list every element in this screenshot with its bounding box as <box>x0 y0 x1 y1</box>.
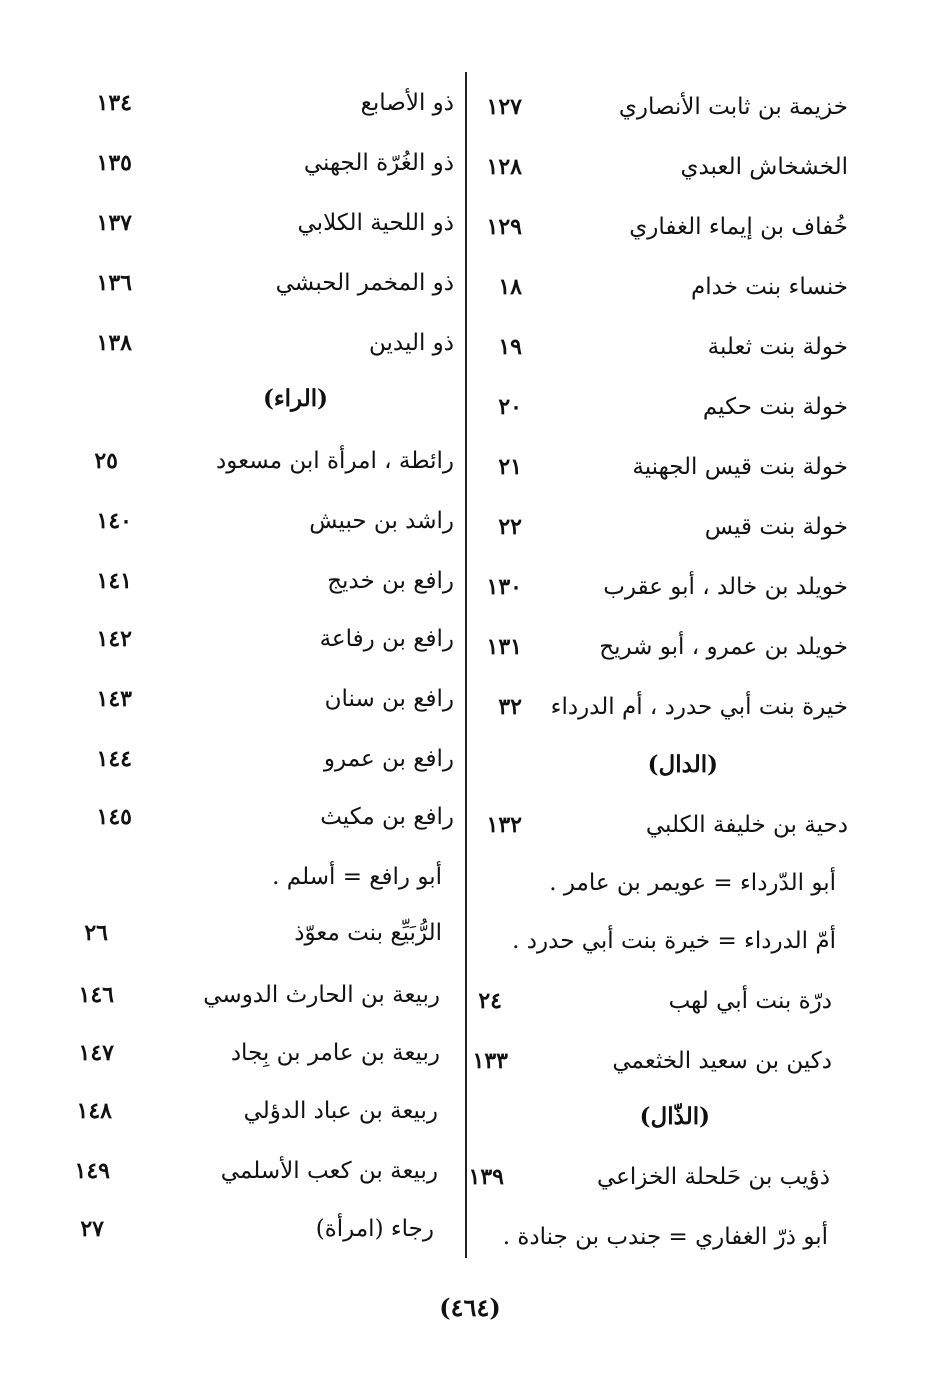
index-entry <box>0 800 940 860</box>
cross-reference: أمّ الدرداء = خيرة بنت أبي حدرد . <box>512 928 836 954</box>
entry-number: ١٣٦ <box>96 270 132 296</box>
index-entry <box>0 206 940 266</box>
index-entry <box>0 1036 940 1096</box>
entry-name: رافع بن رفاعة <box>319 626 454 652</box>
entry-number: ١٤٢ <box>96 626 132 652</box>
cross-reference: أبو الدّرداء = عويمر بن عامر . <box>549 870 836 896</box>
section-heading: (الراء) <box>262 385 328 412</box>
entry-number: ١٣٩ <box>468 1164 504 1190</box>
entry-number: ٢٤ <box>478 988 502 1014</box>
entry-number: ١٣٧ <box>96 210 132 236</box>
entry-name: رافع بن سنان <box>324 686 454 712</box>
entry-name: رائطة ، امرأة ابن مسعود <box>216 448 454 474</box>
section-heading: (الدال) <box>647 751 718 778</box>
page-number: (٤٦٤) <box>439 1293 501 1322</box>
entry-number: ١٤٣ <box>96 686 132 712</box>
entry-number: ٢٧ <box>80 1216 104 1242</box>
entry-name: ربيعة بن كعب الأسلمي <box>220 1158 438 1184</box>
entry-name: الرُّبَيِّع بنت معوّذ <box>294 920 442 946</box>
entry-name: دحية بن خليفة الكلبي <box>645 812 848 838</box>
entry-number: ١٤١ <box>96 568 132 594</box>
entry-name: رافع بن عمرو <box>323 746 454 772</box>
entry-name: ذو اليدين <box>369 330 454 356</box>
index-entry <box>0 742 940 802</box>
entry-number: ١٣٤ <box>96 90 132 116</box>
index-entry <box>0 266 940 326</box>
entry-name: درّة بنت أبي لهب <box>668 988 832 1014</box>
entry-number: ١٣٥ <box>96 150 132 176</box>
index-entry <box>0 978 940 1038</box>
entry-number: ١٢٧ <box>486 94 522 120</box>
index-entry <box>0 444 940 504</box>
entry-name: رافع بن خديج <box>327 568 454 594</box>
entry-number: ١٣١ <box>486 634 522 660</box>
entry-name: رجاء (امرأة) <box>315 1216 434 1242</box>
cross-reference: أبو ذرّ الغفاري = جندب بن جنادة . <box>502 1224 828 1250</box>
entry-number: ١٣٠ <box>486 574 522 600</box>
entry-name: راشد بن حبيش <box>309 508 454 534</box>
entry-name: خزيمة بن ثابت الأنصاري <box>618 94 848 120</box>
entry-number: ١٣٢ <box>486 812 522 838</box>
entry-name: ذو الأصابع <box>360 90 454 116</box>
index-cross-reference <box>0 860 940 920</box>
entry-name: دكين بن سعيد الخثعمي <box>612 1048 832 1074</box>
entry-number: ١٣٣ <box>472 1048 508 1074</box>
index-entry <box>0 1212 940 1272</box>
entry-name: الخشخاش العبدي <box>680 154 848 180</box>
entry-number: ١٤٦ <box>78 982 114 1008</box>
entry-number: ٢٥ <box>94 448 118 474</box>
entry-name: خولة بنت قيس الجهنية <box>632 454 848 480</box>
entry-number: ٢٠ <box>498 394 522 420</box>
index-entry <box>0 564 940 624</box>
index-entry <box>0 504 940 564</box>
entry-name: ربيعة بن عامر بن بِجاد <box>230 1040 440 1066</box>
entry-name: ذو المخمر الحبشي <box>275 270 454 296</box>
index-entry <box>0 86 940 146</box>
entry-number: ١٢٨ <box>486 154 522 180</box>
index-entry <box>0 1154 940 1214</box>
index-entry <box>0 146 940 206</box>
entry-number: ١٤٥ <box>96 804 132 830</box>
index-entry <box>0 622 940 682</box>
entry-number: ٢٢ <box>498 514 522 540</box>
entry-name: خولة بنت ثعلبة <box>707 334 848 360</box>
entry-number: ١٨ <box>498 274 522 300</box>
entry-name: خولة بنت قيس <box>704 514 848 540</box>
entry-number: ١٤٨ <box>76 1098 112 1124</box>
cross-reference: أبو رافع = أسلم . <box>272 864 442 890</box>
index-entry <box>0 916 940 976</box>
section-heading: (الذّال) <box>639 1103 710 1130</box>
entry-name: ذؤيب بن حَلحلة الخزاعي <box>596 1164 830 1190</box>
entry-number: ١٤٧ <box>78 1040 114 1066</box>
entry-number: ١٢٩ <box>486 214 522 240</box>
entry-number: ١٣٨ <box>96 330 132 356</box>
index-entry <box>0 326 940 386</box>
entry-name: خيرة بنت أبي حدرد ، أم الدرداء <box>550 694 848 720</box>
entry-number: ٣٢ <box>498 694 522 720</box>
entry-number: ١٩ <box>498 334 522 360</box>
entry-number: ١٤٠ <box>96 508 132 534</box>
section-heading-ra <box>0 382 940 442</box>
entry-name: ربيعة بن الحارث الدوسي <box>203 982 440 1008</box>
entry-name: ذو اللحية الكلابي <box>297 210 454 236</box>
entry-name: خُفاف بن إيماء الغفاري <box>629 214 848 240</box>
entry-name: رافع بن مكيث <box>320 804 454 830</box>
entry-number: ١٤٩ <box>74 1158 110 1184</box>
entry-name: خولة بنت حكيم <box>702 394 848 420</box>
entry-name: خويلد بن خالد ، أبو عقرب <box>603 574 848 600</box>
entry-number: ١٤٤ <box>96 746 132 772</box>
entry-name: خويلد بن عمرو ، أبو شريح <box>599 634 848 660</box>
entry-name: ذو الغُرّة الجهني <box>303 150 454 176</box>
entry-name: خنساء بنت خدام <box>691 274 848 300</box>
index-entry <box>0 1094 940 1154</box>
entry-number: ٢٦ <box>84 920 108 946</box>
index-entry <box>0 682 940 742</box>
entry-name: ربيعة بن عباد الدؤلي <box>243 1098 438 1124</box>
entry-number: ٢١ <box>498 454 522 480</box>
